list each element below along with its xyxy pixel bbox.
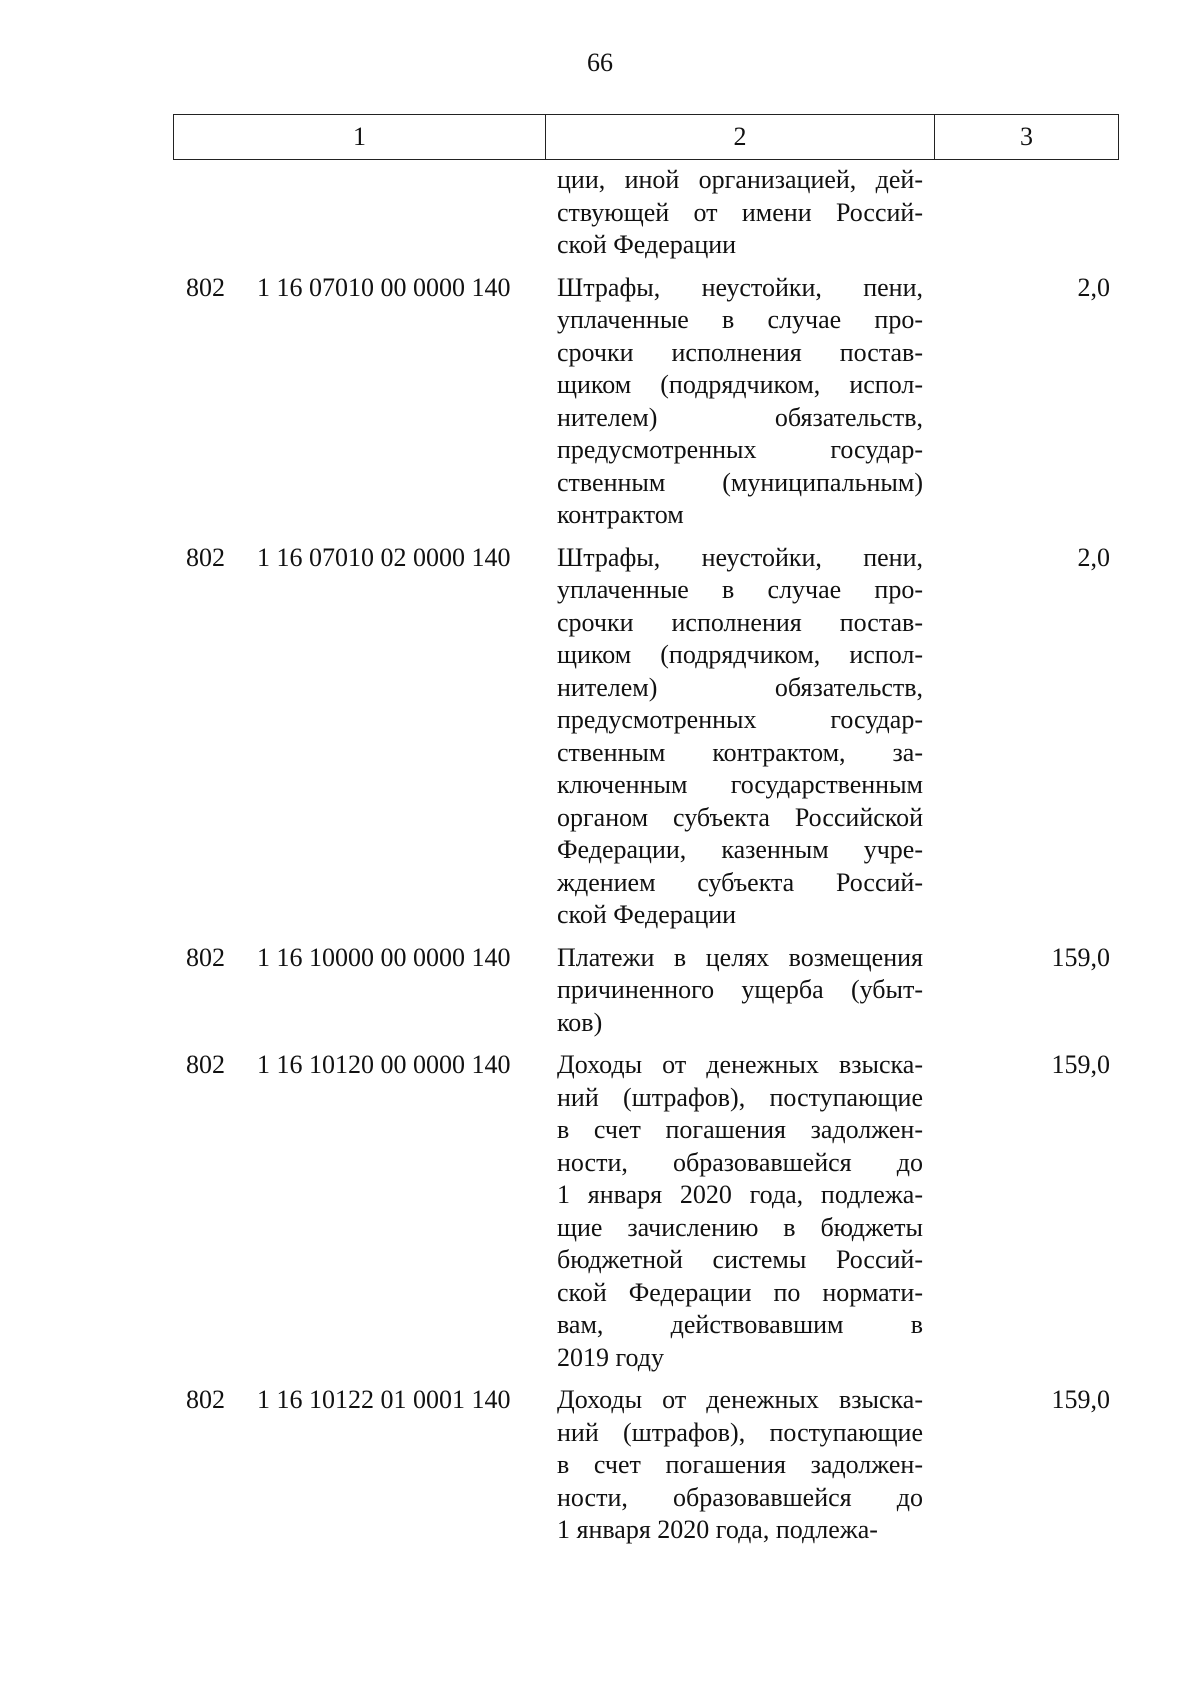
table-row xyxy=(173,272,1119,532)
header-col-1: 1 xyxy=(174,115,546,159)
budget-code-cell: 1 16 10122 01 0001 140 xyxy=(257,1385,511,1414)
admin-code-cell: 802 xyxy=(186,272,225,302)
description-line: срочки исполнения постав- xyxy=(557,337,923,367)
description-line: Штрафы, неустойки, пени, xyxy=(557,272,923,302)
description-line: бюджетной системы Россий- xyxy=(557,1245,923,1274)
description-line: нителем) обязательств, xyxy=(557,672,923,702)
admin-code-cell: 802 xyxy=(186,1385,225,1414)
description-line: ской Федерации xyxy=(557,900,737,929)
description-cell xyxy=(557,164,923,262)
table-row xyxy=(173,164,1119,262)
budget-code-cell: 1 16 07010 02 0000 140 xyxy=(257,542,511,572)
description-line: ции, иной организацией, дей- xyxy=(557,165,923,194)
header-col-3: 3 xyxy=(1020,122,1033,151)
description-line: щиком (подрядчиком, испол- xyxy=(557,640,923,669)
description-line: 2019 году xyxy=(557,1342,664,1372)
description-line: вам, действовавшим в xyxy=(557,1310,923,1339)
table-header xyxy=(173,114,1119,160)
table-body xyxy=(173,164,1119,1557)
description-line: ственным (муниципальным) xyxy=(557,467,923,497)
description-line: ской Федерации xyxy=(557,230,737,259)
description-line: ской Федерации по нормати- xyxy=(557,1277,923,1307)
description-line: щие зачислению в бюджеты xyxy=(557,1212,923,1242)
description-line: ний (штрафов), поступающие xyxy=(557,1082,923,1112)
description-line: органом субъекта Российской xyxy=(557,802,923,832)
description-cell xyxy=(557,542,923,932)
description-line: причиненного ущерба (убыт- xyxy=(557,975,923,1004)
description-line: ний (штрафов), поступающие xyxy=(557,1417,923,1447)
header-col-2: 2 xyxy=(546,115,935,159)
description-line: срочки исполнения постав- xyxy=(557,607,923,637)
budget-code-cell: 1 16 10120 00 0000 140 xyxy=(257,1050,511,1079)
description-line: нителем) обязательств, xyxy=(557,402,923,432)
page-number: 66 xyxy=(587,48,613,77)
description-line: Платежи в целях возмещения xyxy=(557,942,923,972)
description-line: Доходы от денежных взыска- xyxy=(557,1385,923,1414)
amount-cell: 2,0 xyxy=(1077,542,1110,572)
description-line: 1 января 2020 года, подлежа- xyxy=(557,1180,923,1209)
amount-cell: 159,0 xyxy=(1051,942,1110,972)
admin-code-cell: 802 xyxy=(186,1050,225,1079)
table-row xyxy=(173,942,1119,1040)
description-line: предусмотренных государ- xyxy=(557,435,923,464)
description-line: Федерации, казенным учре- xyxy=(557,835,923,864)
description-line: Доходы от денежных взыска- xyxy=(557,1050,923,1079)
description-line: в счет погашения задолжен- xyxy=(557,1115,923,1144)
description-line: ности, образовавшейся до xyxy=(557,1482,923,1512)
budget-code-cell: 1 16 07010 00 0000 140 xyxy=(257,272,511,302)
description-line: щиком (подрядчиком, испол- xyxy=(557,370,923,399)
description-cell xyxy=(557,1049,923,1374)
admin-code-cell: 802 xyxy=(186,542,225,572)
description-line: уплаченные в случае про- xyxy=(557,305,923,334)
description-line: Штрафы, неустойки, пени, xyxy=(557,542,923,572)
admin-code-cell: 802 xyxy=(186,942,225,972)
amount-cell: 159,0 xyxy=(1051,1050,1110,1079)
description-line: ков) xyxy=(557,1007,603,1037)
description-line: уплаченные в случае про- xyxy=(557,575,923,604)
amount-cell: 159,0 xyxy=(1051,1385,1110,1414)
table-row xyxy=(173,1049,1119,1374)
description-line: ствующей от имени Россий- xyxy=(557,197,923,227)
budget-code-cell: 1 16 10000 00 0000 140 xyxy=(257,942,511,972)
description-line: ждением субъекта Россий- xyxy=(557,867,923,897)
description-line: контрактом xyxy=(557,500,684,529)
description-cell xyxy=(557,1384,923,1547)
description-line: в счет погашения задолжен- xyxy=(557,1450,923,1479)
description-line: ности, образовавшейся до xyxy=(557,1147,923,1177)
amount-cell: 2,0 xyxy=(1077,272,1110,302)
table-row xyxy=(173,1384,1119,1547)
description-cell xyxy=(557,942,923,1040)
description-line: 1 января 2020 года, подлежа- xyxy=(557,1515,878,1544)
description-line: ключенным государственным xyxy=(557,770,923,799)
description-line: предусмотренных государ- xyxy=(557,705,923,734)
description-cell xyxy=(557,272,923,532)
table-row xyxy=(173,542,1119,932)
description-line: ственным контрактом, за- xyxy=(557,737,923,767)
